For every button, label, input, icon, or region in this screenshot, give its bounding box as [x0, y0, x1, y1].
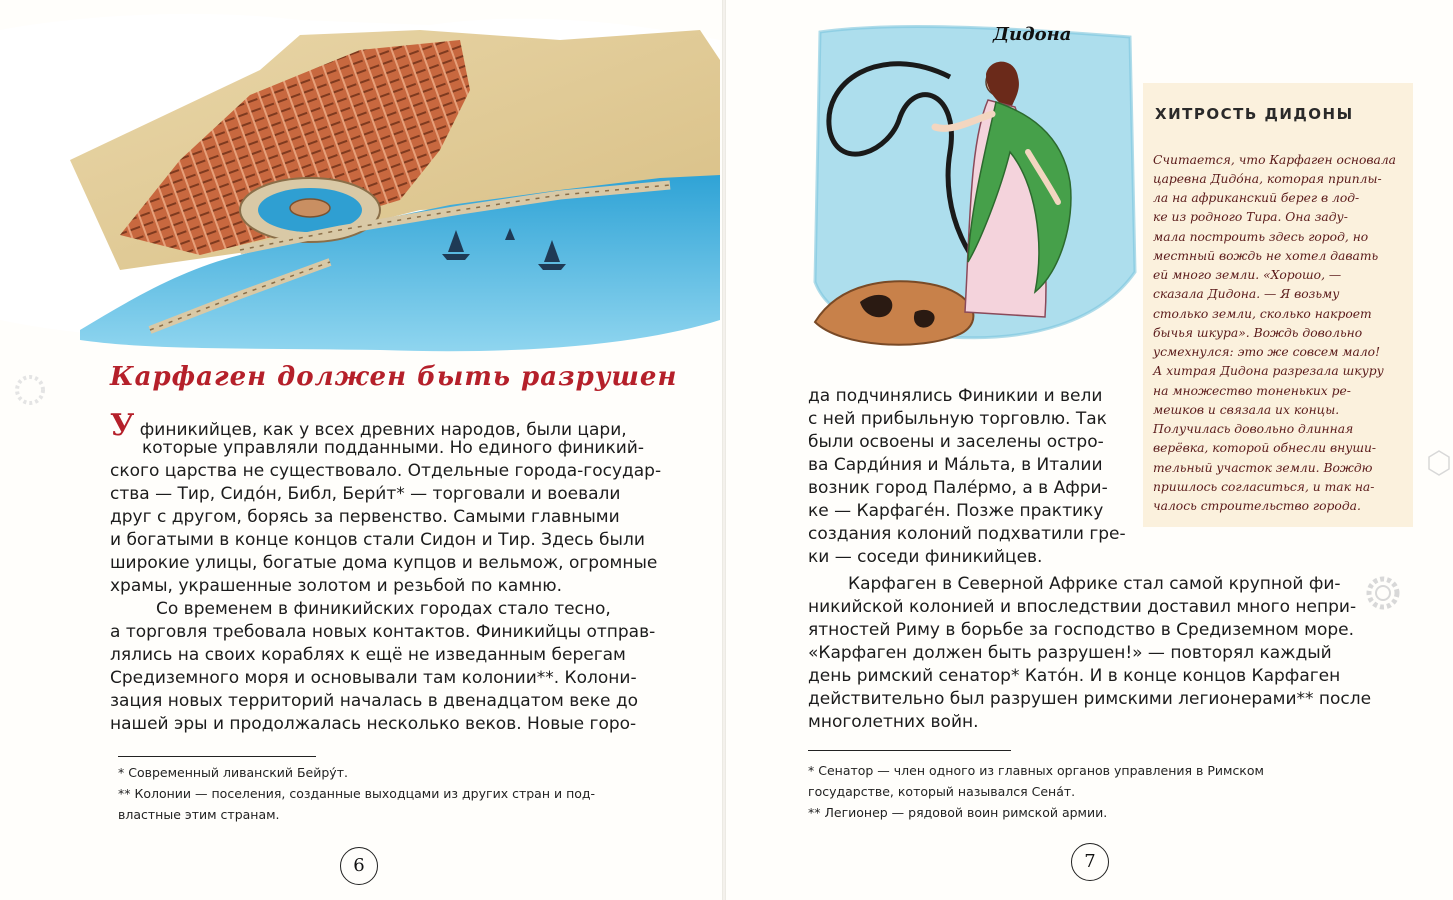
body-line: никийской колонией и впоследствии доставил много непри-: [808, 597, 1357, 617]
sidebar-title: ХИТРОСТЬ ДИДОНЫ: [1155, 105, 1354, 123]
body-line: широкие улицы, богатые дома купцов и вельмож, огромные: [110, 553, 658, 573]
right-body-text-top: [808, 385, 1148, 575]
footnote: ** Легионер — рядовой воин римской армии.: [808, 805, 1108, 820]
carthage-harbor-illustration: [0, 0, 720, 360]
body-line: Со временем в финикийских городах стало тесно,: [156, 599, 611, 619]
body-line: действительно был разрушен римскими легионерами** после: [808, 689, 1372, 709]
body-line: друг с другом, борясь за первенство. Самыми главными: [110, 507, 620, 527]
dido-sidebar: [1143, 83, 1413, 527]
sidebar-line: местный вождь не хотел давать: [1153, 249, 1379, 263]
body-line: возник город Пале́рмо, а в Афри-: [808, 478, 1108, 498]
body-line: Средиземного моря и основывали там колонии**. Колони-: [110, 668, 637, 688]
body-line: Карфаген в Северной Африке стал самой крупной фи-: [848, 574, 1341, 594]
drop-cap: У: [110, 408, 135, 443]
left-body-text: [110, 408, 662, 744]
body-line: день римский сенатор* Като́н. И в конце концов Карфаген: [808, 666, 1341, 686]
sidebar-line: тельный участок земли. Вождю: [1153, 461, 1373, 475]
sidebar-line: Считается, что Карфаген основала: [1153, 153, 1396, 167]
sidebar-line: чалось строительство города.: [1153, 499, 1361, 513]
dido-illustration: [800, 22, 1140, 352]
body-line: которые управляли подданными. Но единого финикий-: [142, 438, 644, 458]
body-line: ке — Карфаге́н. Позже практику: [808, 501, 1104, 521]
body-line: да подчинялись Финикии и вели: [808, 386, 1103, 406]
right-body-text-bottom: [808, 573, 1372, 743]
sidebar-line: столько земли, сколько накроет: [1153, 307, 1372, 321]
sidebar-line: бычья шкура». Вождь довольно: [1153, 326, 1363, 340]
footnote: * Сенатор — член одного из главных органов управления в Римском: [808, 763, 1264, 778]
body-line: ского царства не существовало. Отдельные города-государ-: [110, 461, 662, 481]
sidebar-line: пришлось согласиться, и так на-: [1153, 480, 1375, 494]
sidebar-line: А хитрая Дидона разрезала шкуру: [1153, 364, 1384, 378]
body-line: были освоены и заселены остро-: [808, 432, 1104, 452]
illustration-caption: Дидона: [993, 24, 1072, 45]
footnote: властные этим странам.: [118, 807, 280, 822]
footnote-rule: [808, 750, 1011, 751]
sidebar-line: мешков и связала их концы.: [1153, 403, 1340, 417]
body-line: создания колоний подхватили гре-: [808, 524, 1126, 544]
gear-ornament-icon: [1428, 450, 1450, 480]
body-line: а торговля требовала новых контактов. Финикийцы отправ-: [110, 622, 656, 642]
footnote: государстве, который назывался Сена́т.: [808, 784, 1076, 799]
body-line: и богатыми в конце концов стали Сидон и Тир. Здесь были: [110, 530, 645, 550]
sidebar-line: усмехнулся: это же совсем мало!: [1153, 345, 1381, 359]
sidebar-line: на множество тоненьких ре-: [1153, 384, 1351, 398]
body-line: ства — Тир, Сидо́н, Библ, Бери́т* — торговали и воевали: [110, 484, 621, 504]
body-line: с ней прибыльную торговлю. Так: [808, 409, 1107, 429]
body-line: «Карфаген должен быть разрушен!» — повторял каждый: [808, 643, 1332, 663]
body-line: храмы, украшенные золотом и резьбой по камню.: [110, 576, 562, 596]
body-line: ва Сарди́ния и Ма́льта, в Италии: [808, 455, 1103, 475]
sidebar-line: ке из родного Тира. Она заду-: [1153, 210, 1348, 224]
body-line: лялись на своих кораблях к ещё не изведанным берегам: [110, 645, 626, 665]
body-line: зация новых территорий началась в двенадцатом веке до: [110, 691, 638, 711]
footnote: * Современный ливанский Бейру́т.: [118, 765, 348, 780]
book-spine: [722, 0, 726, 900]
sidebar-line: царевна Дидо́на, которая приплы-: [1153, 172, 1382, 186]
footnote-rule: [118, 756, 316, 757]
sidebar-line: ла на африканский берег в лод-: [1153, 191, 1360, 205]
gear-ornament-icon: [1360, 570, 1406, 620]
sidebar-line: Получилась довольно длинная: [1153, 422, 1354, 436]
gear-ornament-icon: [10, 370, 50, 414]
sidebar-line: верёвка, которой обнесли внуши-: [1153, 441, 1377, 455]
body-line: ки — соседи финикийцев.: [808, 547, 1043, 567]
sidebar-line: ей много земли. «Хорошо, —: [1153, 268, 1342, 282]
footnote: ** Колонии — поселения, созданные выходцами из других стран и под-: [118, 786, 596, 801]
sidebar-line: сказала Дидона. — Я возьму: [1153, 287, 1340, 301]
page-number: 6: [340, 847, 378, 885]
page-number: 7: [1071, 843, 1109, 881]
body-line: нашей эры и продолжалась несколько веков. Новые горо-: [110, 714, 637, 734]
body-line: ятностей Риму в борьбе за господство в Средиземном море.: [808, 620, 1355, 640]
body-line: У финикийцев, как у всех древних народов, были цари,: [110, 408, 627, 443]
sidebar-line: мала построить здесь город, но: [1153, 230, 1369, 244]
body-line: многолетних войн.: [808, 712, 979, 732]
chapter-title: Карфаген должен быть разрушен: [110, 362, 678, 392]
